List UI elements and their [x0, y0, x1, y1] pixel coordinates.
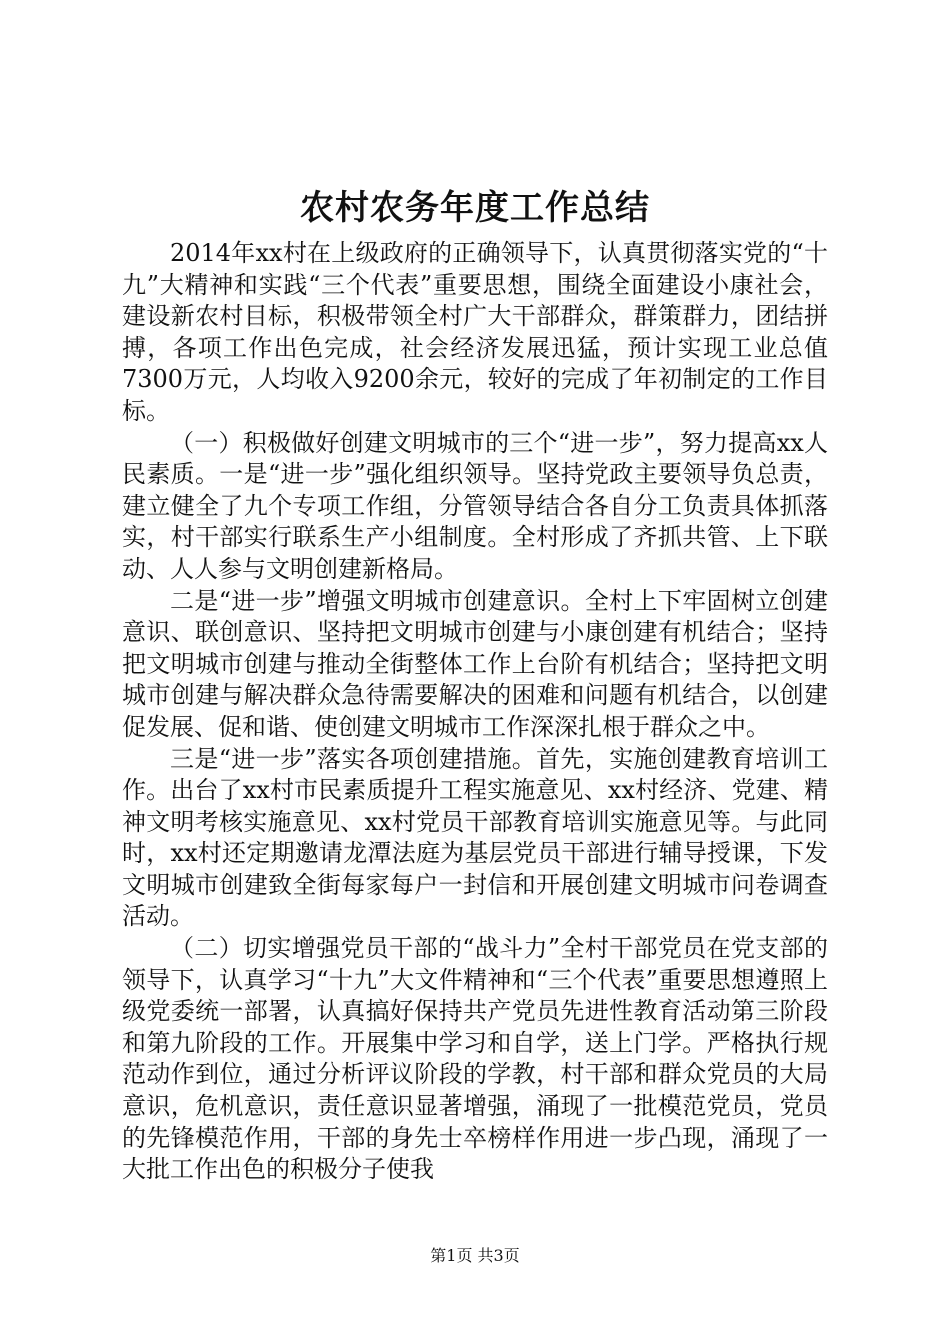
- paragraph-item-3: 三是“进一步”落实各项创建措施。首先，实施创建教育培训工作。出台了xx村市民素质提升工程实施意见、xx村经济、党建、精神文明考核实施意见、xx村党员干部教育培训实施意见等。与此同时，xx村还定期邀请龙潭法庭为基层党员干部进行辅导授课，下发文明城市创建致全街每家每户一封信和开展创建文明城市问卷调查活动。: [122, 744, 828, 931]
- paragraph-section-1: （一）积极做好创建文明城市的三个“进一步”，努力提高xx人民素质。一是“进一步”强化组织领导。坚持党政主要领导负总责，建立健全了九个专项工作组，分管领导结合各自分工负责具体抓落实，村干部实行联系生产小组制度。全村形成了齐抓共管、上下联动、人人参与文明创建新格局。: [122, 428, 828, 583]
- paragraph-intro: 2014年xx村在上级政府的正确领导下，认真贯彻落实党的“十九”大精神和实践“三个代表”重要思想，围绕全面建设小康社会，建设新农村目标，积极带领全村广大干部群众，群策群力，团结拼搏，各项工作出色完成，社会经济发展迅猛，预计实现工业总值7300万元，人均收入9200余元，较好的完成了年初制定的工作目标。: [122, 239, 828, 425]
- document-title: 农村农务年度工作总结: [300, 188, 650, 228]
- document-body: [122, 238, 828, 1186]
- paragraph-item-2: 二是“进一步”增强文明城市创建意识。全村上下牢固树立创建意识、联创意识、坚持把文明城市创建与小康创建有机结合；坚持把文明城市创建与推动全街整体工作上台阶有机结合；坚持把文明城市创建与解决群众急待需要解决的困难和问题有机结合，以创建促发展、促和谐、使创建文明城市工作深深扎根于群众之中。: [122, 586, 828, 741]
- paragraph-section-2: （二）切实增强党员干部的“战斗力”全村干部党员在党支部的领导下，认真学习“十九”大文件精神和“三个代表”重要思想遵照上级党委统一部署，认真搞好保持共产党员先进性教育活动第三阶段和第九阶段的工作。开展集中学习和自学，送上门学。严格执行规范动作到位，通过分析评议阶段的学教，村干部和群众党员的大局意识，危机意识，责任意识显著增强，涌现了一批模范党员，党员的先锋模范作用，干部的身先士卒榜样作用进一步凸现，涌现了一大批工作出色的积极分子使我: [122, 934, 828, 1184]
- page-number-footer: 第1页 共3页: [430, 1246, 520, 1265]
